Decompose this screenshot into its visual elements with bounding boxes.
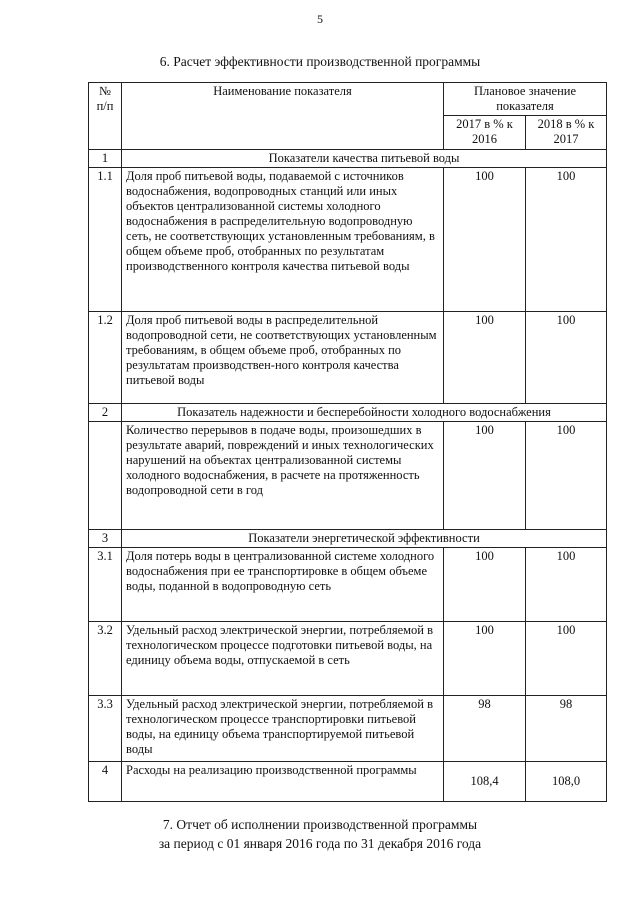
section-num: 3 (89, 530, 122, 548)
table-row (89, 168, 607, 312)
section-num: 1 (89, 150, 122, 168)
section-title: 6. Расчет эффективности производственной программы (159, 54, 481, 69)
section-row (89, 150, 607, 168)
row-value-2017: 100 (444, 312, 526, 404)
row-desc: Удельный расход электрической энергии, потребляемой в технологическом процессе подготовки питьевой воды, на единицу объема воды, отпускаемой в сеть (122, 622, 444, 696)
row-desc: Доля проб питьевой воды в распределительной водопроводной сети, не соответствующих установленным требованиям, в общем объеме проб, отобранных по результатам производствен-ного контроля качества питьевой воды (122, 312, 444, 404)
header-2018: 2018 в % к 2017 (526, 116, 607, 150)
row-value-2017: 100 (444, 548, 526, 622)
row-num: 3.3 (89, 696, 122, 762)
row-value-2018: 100 (526, 312, 607, 404)
section-row (89, 530, 607, 548)
row-desc: Доля потерь воды в централизованной системе холодного водоснабжения при ее транспортировке в общем объеме воды, поданной в водопроводную сеть (122, 548, 444, 622)
section-title-cell: Показатели энергетической эффективности (122, 530, 607, 548)
row-value-2017: 100 (444, 422, 526, 530)
next-section-title (0, 815, 640, 853)
row-desc: Расходы на реализацию производственной программы (122, 762, 444, 802)
row-num: 4 (89, 762, 122, 802)
row-value-2018: 100 (526, 622, 607, 696)
page-number: 5 (317, 12, 323, 26)
header-num: № п/п (89, 83, 122, 150)
section-title-cell: Показатель надежности и бесперебойности холодного водоснабжения (122, 404, 607, 422)
table-row (89, 422, 607, 530)
row-num: 1.1 (89, 168, 122, 312)
row-value-2018: 100 (526, 422, 607, 530)
header-row (89, 83, 607, 116)
row-value-2018: 100 (526, 548, 607, 622)
row-num: 1.2 (89, 312, 122, 404)
row-value-2018: 108,0 (526, 762, 607, 802)
row-num: 3.2 (89, 622, 122, 696)
row-value-2017: 100 (444, 168, 526, 312)
row-value-2017: 100 (444, 622, 526, 696)
row-value-2018: 98 (526, 696, 607, 762)
row-num (89, 422, 122, 530)
row-value-2018: 100 (526, 168, 607, 312)
efficiency-table (88, 82, 607, 802)
section-num: 2 (89, 404, 122, 422)
table-row (89, 622, 607, 696)
table-row (89, 312, 607, 404)
row-num: 3.1 (89, 548, 122, 622)
row-value-2017: 108,4 (444, 762, 526, 802)
section-row (89, 404, 607, 422)
section-title-cell: Показатели качества питьевой воды (122, 150, 607, 168)
header-plan: Плановое значение показателя (444, 83, 607, 116)
row-desc: Количество перерывов в подаче воды, произошедших в результате аварий, повреждений и иных технологических нарушений на объектах централизованной системы холодного водоснабжения, в расчете на протяженность водопроводной сети в год (122, 422, 444, 530)
table-row (89, 696, 607, 762)
row-value-2017: 98 (444, 696, 526, 762)
table-row (89, 548, 607, 622)
row-desc: Удельный расход электрической энергии, потребляемой в технологическом процессе транспортировки питьевой воды, на единицу объема транспортируемой питьевой воды (122, 696, 444, 762)
table-row (89, 762, 607, 802)
row-desc: Доля проб питьевой воды, подаваемой с источников водоснабжения, водопроводных станций или иных объектов централизованной системы холодного водоснабжения в распределительную водопроводную сеть, не соответствующих установленным требованиям, в общем объеме проб, отобранных по результатам производственного контроля качества питьевой воды (122, 168, 444, 312)
next-section-line-2: за период с 01 января 2016 года по 31 декабря 2016 года (158, 836, 482, 851)
next-section-line-1: 7. Отчет об исполнении производственной программы (162, 817, 478, 832)
header-name: Наименование показателя (122, 83, 444, 150)
header-2017: 2017 в % к 2016 (444, 116, 526, 150)
